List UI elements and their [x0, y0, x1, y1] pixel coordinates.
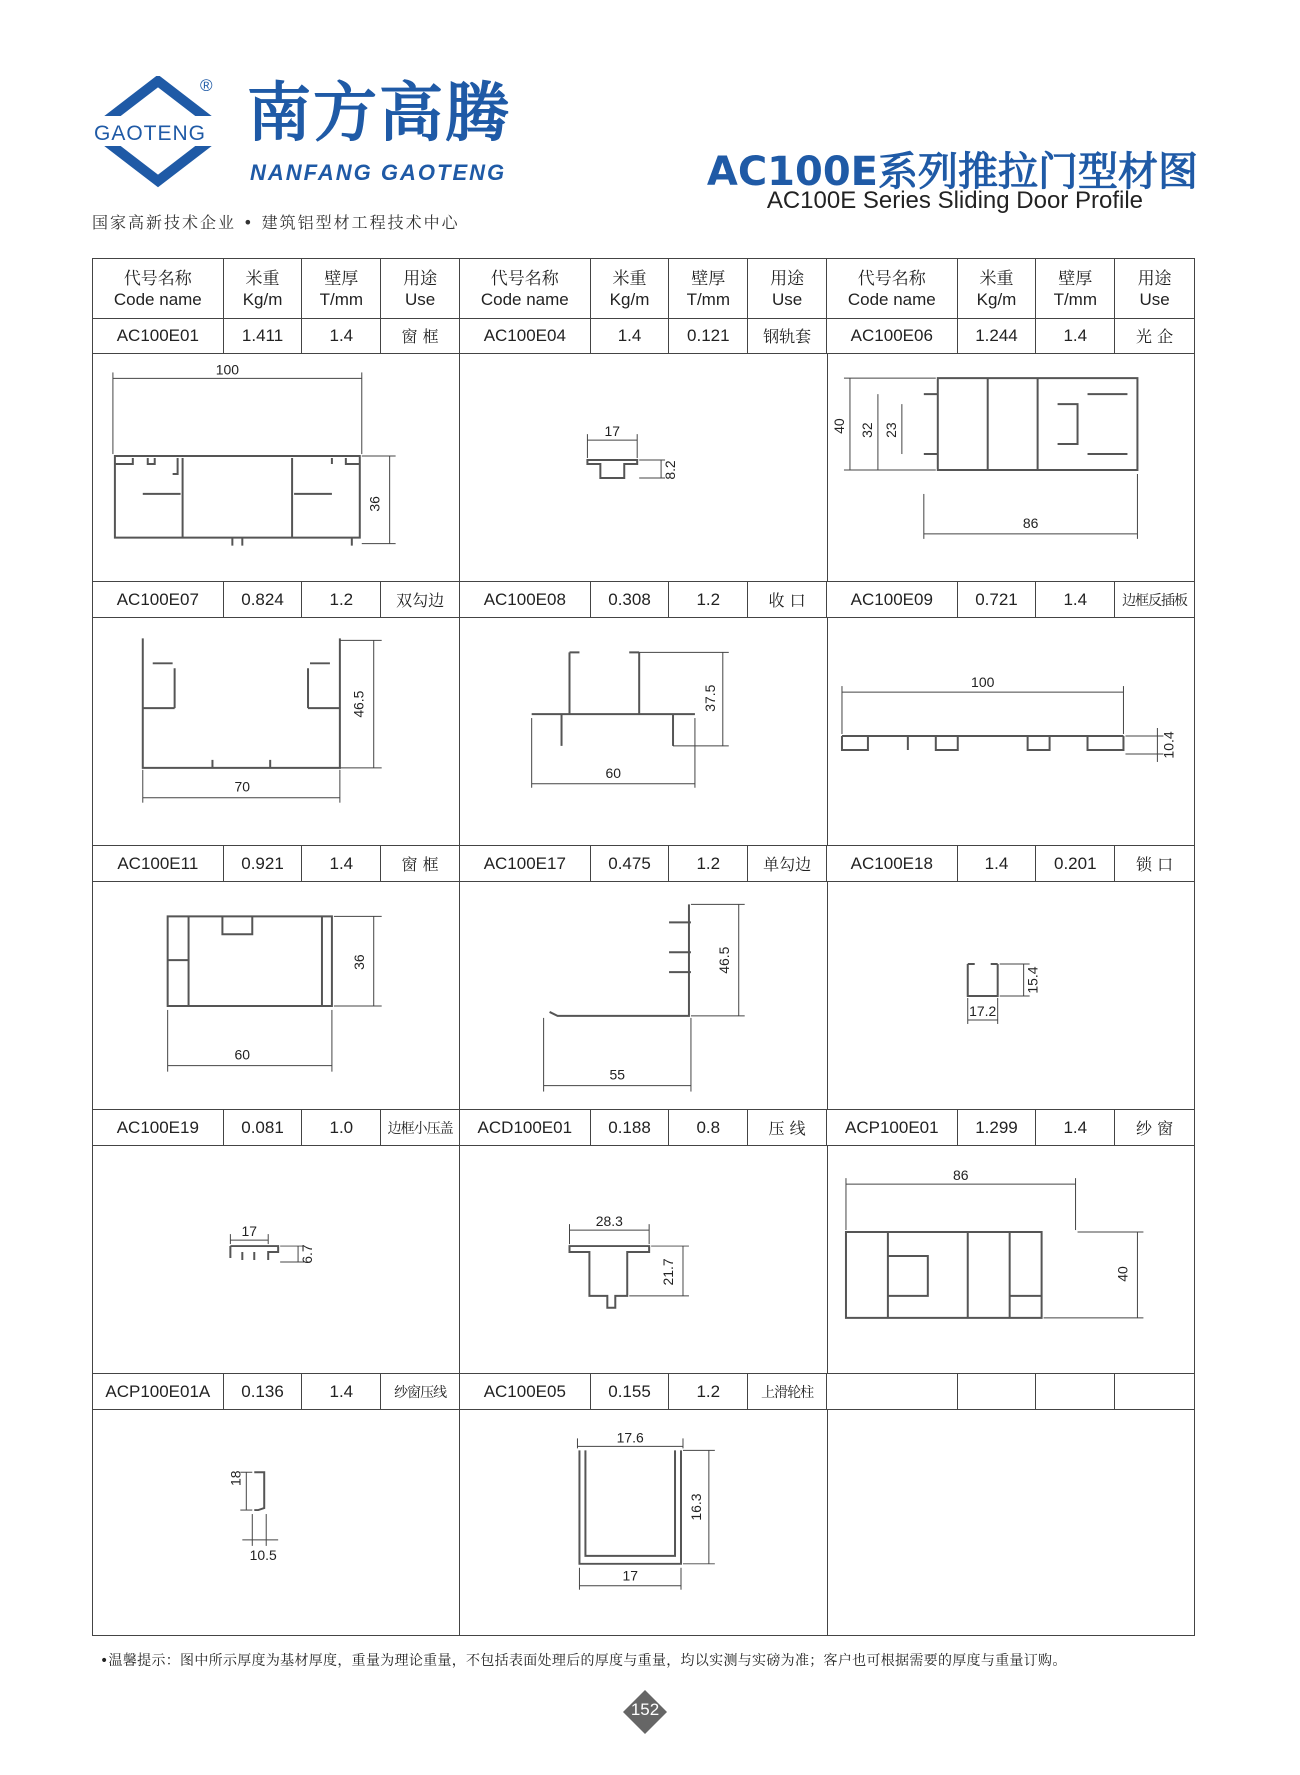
page-title-en: AC100E Series Sliding Door Profile — [766, 187, 1143, 214]
header-weight: 米重 Kg/m — [591, 259, 670, 318]
weight-cell: 0.081 — [224, 1110, 303, 1145]
thickness-cell: 1.4 — [302, 1374, 381, 1409]
dimension-label: 6.7 — [299, 1244, 316, 1264]
dimension-label: 37.5 — [702, 684, 719, 712]
weight-cell — [958, 1374, 1037, 1409]
dimension-label: 60 — [605, 764, 622, 781]
header-use: 用途 Use — [748, 259, 827, 318]
dimension-label: 16.3 — [688, 1493, 705, 1521]
weight-cell: 1.4 — [591, 318, 670, 353]
info-row — [93, 318, 1194, 354]
thickness-cell: 1.4 — [302, 318, 381, 353]
use-cell: 纱 窗 — [1136, 1119, 1174, 1138]
profile-drawing — [93, 882, 460, 1109]
dimension-label: 32 — [858, 422, 875, 438]
use-cell: 锁 口 — [1136, 855, 1174, 874]
thickness-cell: 0.8 — [669, 1110, 748, 1145]
profile-drawing — [460, 1410, 827, 1636]
use-cell: 双勾边 — [381, 582, 460, 617]
dimension-label: 10.5 — [249, 1546, 277, 1563]
profile-drawing — [460, 882, 827, 1109]
page-title-cn: AC100E系列推拉门型材图 — [706, 149, 1198, 195]
code-cell: AC100E06 — [827, 318, 958, 353]
drawing-row — [93, 1146, 1194, 1374]
header-use: 用途 Use — [381, 259, 460, 318]
dimension-label: 55 — [609, 1066, 626, 1083]
thickness-cell: 1.4 — [1036, 318, 1115, 353]
code-cell — [827, 1374, 958, 1409]
use-cell: 纱窗压线 — [381, 1374, 460, 1409]
table-header-row — [93, 259, 1194, 319]
profile-section — [93, 1374, 1194, 1636]
brand-name-en: NANFANG GAOTENG — [250, 160, 507, 185]
weight-cell: 0.475 — [591, 846, 670, 881]
profile-section — [93, 582, 1194, 846]
profile-section — [93, 846, 1194, 1110]
use-cell: 窗 框 — [381, 846, 460, 881]
info-row — [93, 846, 1194, 882]
weight-cell: 0.721 — [958, 582, 1037, 617]
profile-drawing — [93, 1410, 460, 1636]
weight-cell: 0.155 — [591, 1374, 670, 1409]
weight-cell: 0.188 — [591, 1110, 670, 1145]
use-cell: 收 口 — [748, 582, 827, 617]
footer-note: •温馨提示：图中所示厚度为基材厚度，重量为理论重量，不包括表面处理后的厚度与重量，均以实测与实磅为准；客户也可根据需要的厚度与重量订购。 — [100, 1653, 1067, 1669]
header-weight: 米重 Kg/m — [958, 259, 1037, 318]
dimension-label: 86 — [1022, 514, 1039, 531]
header-code: 代号名称 Code name — [460, 259, 591, 318]
header-thickness: 壁厚 T/mm — [302, 259, 381, 318]
profile-drawing — [828, 882, 1194, 1109]
use-cell: 钢轨套 — [748, 318, 827, 353]
code-cell: AC100E09 — [827, 582, 958, 617]
thickness-cell: 0.201 — [1036, 846, 1115, 881]
profile-drawing — [460, 1146, 827, 1373]
code-cell: AC100E01 — [93, 318, 224, 353]
weight-cell: 1.244 — [958, 318, 1037, 353]
page-number: 152 — [630, 1700, 660, 1719]
info-row — [93, 1110, 1194, 1146]
code-cell: AC100E07 — [93, 582, 224, 617]
thickness-cell: 1.4 — [302, 846, 381, 881]
profile-drawing — [460, 618, 827, 845]
profile-section — [93, 318, 1194, 582]
code-cell: AC100E18 — [827, 846, 958, 881]
use-cell — [1115, 1374, 1194, 1409]
profile-drawing — [828, 618, 1194, 845]
dimension-label: 15.4 — [1024, 966, 1041, 994]
dimension-label: 36 — [366, 496, 383, 512]
weight-cell: 0.308 — [591, 582, 670, 617]
dimension-label: 21.7 — [660, 1258, 677, 1286]
dimension-label: 40 — [1114, 1266, 1131, 1282]
header-code: 代号名称 Code name — [93, 259, 224, 318]
profile-drawing — [93, 618, 460, 845]
header-weight: 米重 Kg/m — [224, 259, 303, 318]
use-cell: 边框小压盖 — [381, 1110, 460, 1145]
thickness-cell: 1.4 — [1036, 582, 1115, 617]
company-tagline: 国家高新技术企业 • 建筑铝型材工程技术中心 — [92, 213, 460, 232]
weight-cell: 1.4 — [958, 846, 1037, 881]
brand-name-cn: 南方高腾 — [247, 77, 511, 151]
header-use: 用途 Use — [1137, 268, 1172, 309]
profile-drawing — [828, 354, 1194, 581]
thickness-cell: 1.4 — [1036, 1110, 1115, 1145]
dimension-label: 8.2 — [662, 460, 679, 480]
dimension-label: 17 — [241, 1223, 258, 1240]
dimension-label: 40 — [830, 418, 847, 434]
profile-drawing — [93, 354, 460, 581]
profile-catalog-table — [92, 258, 1195, 1636]
code-cell: AC100E04 — [460, 318, 591, 353]
code-cell: AC100E17 — [460, 846, 591, 881]
dimension-label: 17 — [604, 423, 621, 440]
code-cell: AC100E11 — [93, 846, 224, 881]
weight-cell: 0.136 — [224, 1374, 303, 1409]
weight-cell: 0.921 — [224, 846, 303, 881]
dimension-label: 100 — [215, 361, 240, 378]
weight-cell: 0.824 — [224, 582, 303, 617]
registered-mark: ® — [200, 76, 213, 95]
dimension-label: 10.4 — [1160, 731, 1177, 759]
header-thickness: 壁厚 T/mm — [669, 259, 748, 318]
use-cell: 边框反插板 — [1122, 592, 1188, 609]
code-cell: ACD100E01 — [460, 1110, 591, 1145]
profile-section — [93, 1110, 1194, 1374]
use-cell: 窗 框 — [381, 318, 460, 353]
thickness-cell: 1.2 — [669, 1374, 748, 1409]
dimension-label: 70 — [234, 778, 251, 795]
use-cell: 单勾边 — [748, 846, 827, 881]
header-thickness: 壁厚 T/mm — [1036, 259, 1115, 318]
dimension-label: 36 — [350, 954, 367, 970]
dimension-label: 17.6 — [616, 1429, 645, 1446]
empty-drawing-cell — [828, 1410, 1194, 1636]
drawing-row — [93, 354, 1194, 582]
code-cell: AC100E08 — [460, 582, 591, 617]
logo-text: GAOTENG — [94, 122, 207, 145]
info-row — [93, 1374, 1194, 1410]
use-cell: 光 企 — [1136, 327, 1174, 346]
info-row — [93, 582, 1194, 618]
profile-drawing — [460, 354, 827, 581]
use-cell: 压 线 — [748, 1110, 827, 1145]
thickness-cell: 1.0 — [302, 1110, 381, 1145]
dimension-label: 17.2 — [968, 1002, 996, 1019]
dimension-label: 100 — [970, 674, 995, 691]
dimension-label: 28.3 — [596, 1213, 624, 1230]
weight-cell: 1.299 — [958, 1110, 1037, 1145]
profile-drawing — [828, 1146, 1194, 1373]
drawing-row — [93, 882, 1194, 1110]
code-cell: AC100E05 — [460, 1374, 591, 1409]
dimension-label: 23 — [882, 422, 899, 438]
drawing-row — [93, 1410, 1194, 1636]
thickness-cell: 1.2 — [669, 846, 748, 881]
dimension-label: 46.5 — [350, 690, 367, 718]
weight-cell: 1.411 — [224, 318, 303, 353]
thickness-cell: 0.121 — [669, 318, 748, 353]
profile-drawing — [93, 1146, 460, 1373]
dimension-label: 86 — [952, 1167, 969, 1184]
code-cell: AC100E19 — [93, 1110, 224, 1145]
thickness-cell — [1036, 1374, 1115, 1409]
use-cell: 上滑轮柱 — [748, 1374, 827, 1409]
header-code: 代号名称 Code name — [827, 259, 958, 318]
dimension-label: 46.5 — [716, 946, 733, 974]
thickness-cell: 1.2 — [669, 582, 748, 617]
code-cell: ACP100E01A — [93, 1374, 224, 1409]
thickness-cell: 1.2 — [302, 582, 381, 617]
dimension-label: 17 — [622, 1567, 639, 1584]
dimension-label: 18 — [227, 1470, 244, 1486]
dimension-label: 60 — [234, 1046, 251, 1063]
drawing-row — [93, 618, 1194, 846]
code-cell: ACP100E01 — [827, 1110, 958, 1145]
